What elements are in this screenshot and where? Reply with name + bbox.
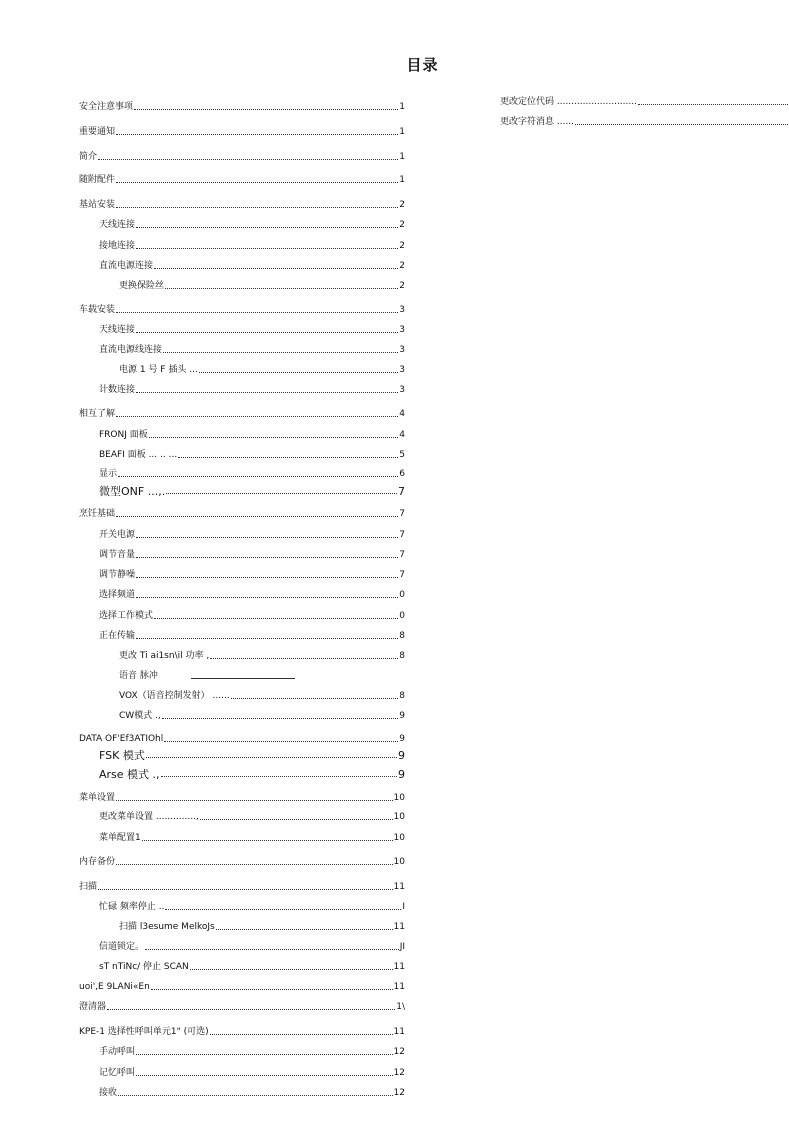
- toc-entry: [79, 1086, 405, 1099]
- toc-entry-label: DATA OF'Ef3ATIOhl: [79, 734, 164, 744]
- toc-entry-label: 微型ONF ...,.: [99, 485, 166, 498]
- toc-entry-page-number: 1: [399, 175, 405, 185]
- toc-entry-page-number: 2: [399, 261, 405, 271]
- toc-entry-leader-dots: [161, 775, 397, 777]
- toc-entry-leader-dots: [142, 839, 393, 841]
- toc-entry-label: 简介: [79, 152, 98, 162]
- toc-entry-label: 澄清器: [79, 1002, 107, 1012]
- toc-entry: [79, 1045, 405, 1058]
- toc-entry-label: 直流电源线连接: [99, 345, 163, 355]
- toc-entry-leader-dots: [136, 1053, 393, 1055]
- toc-entry-leader-dots: [164, 740, 398, 742]
- toc-entry: [79, 629, 405, 642]
- toc-entry-leader-line: [191, 678, 295, 679]
- toc-entry-leader-dots: [200, 818, 393, 820]
- toc-entry-page-number: 4: [399, 409, 405, 419]
- toc-entry: [79, 239, 405, 252]
- toc-entry-page-number: 11: [393, 922, 405, 932]
- toc-entry-leader-dots: [166, 492, 397, 494]
- toc-entry: [79, 173, 405, 186]
- toc-entry: [79, 448, 405, 461]
- toc-entry-page-number: 0: [399, 590, 405, 600]
- toc-entry-label: Arse 模式 .,: [99, 768, 160, 781]
- toc-entry: [79, 279, 405, 292]
- toc-entry-leader-dots: [134, 108, 398, 110]
- toc-entry-label: 车载安装: [79, 305, 116, 315]
- toc-entry-page-number: 12: [393, 1088, 405, 1098]
- toc-entry-leader-dots: [231, 697, 399, 699]
- toc-entry: [79, 150, 405, 163]
- toc-entry-leader-dots: [107, 1008, 395, 1010]
- toc-entry-label: 菜单配置1: [99, 833, 141, 843]
- toc-entry-page-number: 6: [399, 469, 405, 479]
- toc-entry: [79, 1066, 405, 1079]
- toc-entry: [79, 669, 405, 682]
- toc-entry-label: sT nTiNc/ 停止 SCAN: [99, 962, 189, 972]
- toc-entry: [79, 1000, 405, 1013]
- toc-entry-leader-dots: [136, 1074, 393, 1076]
- toc-entry-leader-dots: [216, 928, 393, 930]
- toc-entry: [79, 548, 405, 561]
- toc-entry: [79, 363, 405, 376]
- toc-entry-label: 调节音量: [99, 550, 136, 560]
- toc-entry-leader-dots: [118, 1094, 393, 1096]
- toc-entry: [79, 428, 405, 441]
- toc-entry-page-number: 9: [399, 734, 405, 744]
- toc-entry-leader-dots: [145, 948, 399, 950]
- toc-entry-page-number: 1\: [396, 1002, 405, 1012]
- toc-entry: [79, 568, 405, 581]
- toc-entry-label: 手动呼叫: [99, 1047, 136, 1057]
- toc-entry-label: VOX（语音控制发射） ......: [119, 691, 230, 701]
- toc-entry-page-number: 11: [393, 962, 405, 972]
- toc-entry-label: 直流电源连接: [99, 261, 154, 271]
- toc-entry-label: FSK 模式: [99, 749, 145, 762]
- toc-entry-page-number: 12: [393, 1047, 405, 1057]
- toc-entry-page-number: 5: [399, 450, 405, 460]
- toc-entry-leader-dots: [154, 617, 398, 619]
- toc-entry: [79, 528, 405, 541]
- toc-entry-page-number: 8: [399, 691, 405, 701]
- toc-entry-label: 更改定位代码 ............................: [500, 97, 637, 107]
- toc-entry-page-number: 9: [398, 768, 405, 781]
- toc-entry-leader-dots: [163, 351, 398, 353]
- toc-entry-page-number: 8: [399, 631, 405, 641]
- toc-entry-label: 信道锁定。: [99, 942, 145, 952]
- toc-entry-page-number: 12: [393, 1068, 405, 1078]
- toc-entry: [79, 125, 405, 138]
- toc-entry: [79, 198, 405, 211]
- page-title: 目录: [406, 56, 439, 74]
- toc-entry-label: 烹饪基础: [79, 509, 116, 519]
- toc-entry-leader-dots: [210, 657, 398, 659]
- toc-entry: [79, 920, 405, 933]
- toc-entry-leader-dots: [136, 391, 398, 393]
- toc-entry: [79, 100, 405, 113]
- toc-entry-page-number: 10: [393, 833, 405, 843]
- toc-entry-label: 显示: [99, 469, 118, 479]
- toc-entry-page-number: 11: [393, 982, 405, 992]
- toc-entry-page-number: 7: [399, 530, 405, 540]
- toc-entry-label: 基站安装: [79, 200, 116, 210]
- toc-entry-leader-dots: [98, 888, 393, 890]
- toc-entry: [79, 960, 405, 973]
- toc-entry: [79, 343, 405, 356]
- toc-entry: [79, 900, 405, 913]
- toc-entry: [79, 810, 405, 823]
- toc-entry-page-number: 10: [393, 793, 405, 803]
- toc-entry-leader-dots: [116, 515, 398, 517]
- toc-entry-leader-dots: [116, 415, 398, 417]
- toc-entry-page-number: 2: [399, 200, 405, 210]
- toc-entry: [79, 1025, 405, 1038]
- toc-entry-leader-dots: [136, 576, 398, 578]
- toc-entry-label: BEAFI 面板 ... .. ...: [99, 450, 178, 460]
- toc-entry-label: 计数连接: [99, 385, 136, 395]
- toc-entry-label: 调节静噪: [99, 570, 136, 580]
- toc-entry-page-number: 3: [399, 385, 405, 395]
- toc-entry-leader-dots: [165, 908, 401, 910]
- toc-entry-label: 随附配件: [79, 175, 116, 185]
- toc-entry-label: 接收: [99, 1088, 118, 1098]
- toc-entry-leader-dots: [136, 226, 398, 228]
- toc-entry-page-number: 4: [399, 430, 405, 440]
- toc-entry-leader-dots: [116, 181, 398, 183]
- toc-entry-leader-dots: [199, 371, 398, 373]
- toc-entry-leader-dots: [136, 536, 398, 538]
- toc-entry: [79, 383, 405, 396]
- toc-entry-label: 扫描 l3esume MelkoJs: [119, 922, 215, 932]
- toc-entry: [79, 467, 405, 480]
- toc-entry: [79, 649, 405, 662]
- toc-entry-page-number: 11: [393, 882, 405, 892]
- toc-entry-leader-dots: [136, 556, 398, 558]
- toc-entry: [79, 732, 405, 745]
- toc-entry-page-number: 3: [399, 305, 405, 315]
- toc-entry: [79, 791, 405, 804]
- toc-entry-leader-dots: [136, 331, 398, 333]
- toc-entry-label: 记忆呼叫: [99, 1068, 136, 1078]
- toc-entry-label: 忙碌 频率停止 ..: [99, 902, 165, 912]
- toc-entry-leader-dots: [136, 637, 398, 639]
- toc-entry-leader-dots: [136, 596, 398, 598]
- toc-entry: [79, 507, 405, 520]
- toc-entry-label: 天线连接: [99, 220, 136, 230]
- toc-entry-page-number: 10: [393, 812, 405, 822]
- toc-entry-page-number: JI: [399, 942, 405, 952]
- toc-entry-leader-dots: [165, 287, 398, 289]
- toc-entry: [79, 831, 405, 844]
- toc-entry-leader-dots: [116, 206, 398, 208]
- toc-entry: [79, 218, 405, 231]
- toc-entry-leader-dots: [638, 103, 788, 105]
- toc-entry-label: 选择频道: [99, 590, 136, 600]
- toc-entry-page-number: 2: [399, 220, 405, 230]
- toc-entry-label: 更改字符消息 ......: [500, 117, 575, 127]
- toc-entry-leader-dots: [575, 123, 788, 125]
- toc-entry-page-number: 3: [399, 345, 405, 355]
- toc-entry-leader-dots: [146, 756, 397, 758]
- toc-entry: [79, 484, 405, 497]
- toc-entry-label: 接地连接: [99, 241, 136, 251]
- toc-entry-leader-dots: [154, 267, 398, 269]
- toc-entry-label: 安全注意事项: [79, 102, 134, 112]
- toc-entry-page-number: 8: [399, 651, 405, 661]
- toc-entry-leader-dots: [116, 799, 393, 801]
- toc-entry: [79, 880, 405, 893]
- toc-entry-label: 正在传输: [99, 631, 136, 641]
- toc-entry-label: 更换保险丝: [119, 281, 165, 291]
- toc-entry-label: 天线连接: [99, 325, 136, 335]
- toc-entry-page-number: 0: [399, 611, 405, 621]
- toc-entry-label: 菜单设置: [79, 793, 116, 803]
- toc-entry: [79, 609, 405, 622]
- toc-entry: [79, 767, 405, 780]
- toc-entry-page-number: 7: [399, 570, 405, 580]
- toc-entry-label: FRONJ 面板: [99, 430, 148, 440]
- toc-entry: [79, 259, 405, 272]
- toc-entry-label: 更改菜单设置 ..............,: [99, 812, 199, 822]
- toc-entry: [79, 940, 405, 953]
- toc-entry: [500, 95, 789, 108]
- toc-entry-page-number: 1: [399, 127, 405, 137]
- toc-entry-page-number: 7: [399, 509, 405, 519]
- toc-entry-leader-dots: [116, 311, 398, 313]
- toc-entry-page-number: 10: [393, 857, 405, 867]
- toc-entry-label: 更改 Ti ai1sn\il 功率 ,: [119, 651, 210, 661]
- toc-entry-leader-dots: [178, 456, 398, 458]
- toc-entry-page-number: 3: [399, 325, 405, 335]
- toc-entry-leader-dots: [149, 436, 399, 438]
- toc-entry: [79, 303, 405, 316]
- toc-entry-leader-dots: [116, 863, 393, 865]
- toc-entry-page-number: 11: [393, 1027, 405, 1037]
- toc-entry-leader-dots: [136, 247, 398, 249]
- toc-entry-page-number: 3: [399, 365, 405, 375]
- toc-entry-page-number: 7: [399, 550, 405, 560]
- toc-entry-page-number: 9: [399, 711, 405, 721]
- toc-entry-leader-dots: [118, 475, 398, 477]
- toc-entry-label: uoi',E 9LANi«En: [79, 982, 150, 992]
- toc-entry-label: KPE-1 选择性呼叫单元1" (可选): [79, 1027, 209, 1037]
- toc-entry-page-number: 7: [398, 485, 405, 498]
- toc-entry-leader-dots: [162, 717, 398, 719]
- toc-entry-label: 语音 脉冲: [119, 671, 158, 681]
- toc-entry-label: 重要通知: [79, 127, 116, 137]
- toc-entry-page-number: 2: [399, 281, 405, 291]
- toc-entry-leader-dots: [190, 968, 393, 970]
- toc-entry-label: 选择工作模式: [99, 611, 154, 621]
- toc-entry: [79, 980, 405, 993]
- toc-entry-page-number: I: [402, 902, 405, 912]
- toc-entry-page-number: 2: [399, 241, 405, 251]
- toc-entry: [79, 709, 405, 722]
- toc-entry-leader-dots: [116, 133, 398, 135]
- toc-entry-label: 内存备份: [79, 857, 116, 867]
- toc-entry-label: 开关电源: [99, 530, 136, 540]
- toc-entry: [79, 748, 405, 761]
- toc-entry-leader-dots: [98, 158, 398, 160]
- toc-entry-page-number: 9: [398, 749, 405, 762]
- toc-entry-page-number: 1: [399, 152, 405, 162]
- toc-entry: [79, 588, 405, 601]
- toc-entry-label: CW模式 .,: [119, 711, 161, 721]
- toc-entry: [79, 855, 405, 868]
- toc-entry-label: 电源 1 号 F 插头 ...: [119, 365, 198, 375]
- toc-entry: [79, 407, 405, 420]
- toc-entry-label: 扫描: [79, 882, 98, 892]
- toc-entry-leader-dots: [210, 1033, 393, 1035]
- toc-entry-leader-dots: [151, 988, 393, 990]
- toc-entry: [79, 689, 405, 702]
- toc-entry-page-number: 1: [399, 102, 405, 112]
- toc-entry: [79, 323, 405, 336]
- toc-entry: [500, 115, 789, 128]
- toc-entry-label: 相互了解: [79, 409, 116, 419]
